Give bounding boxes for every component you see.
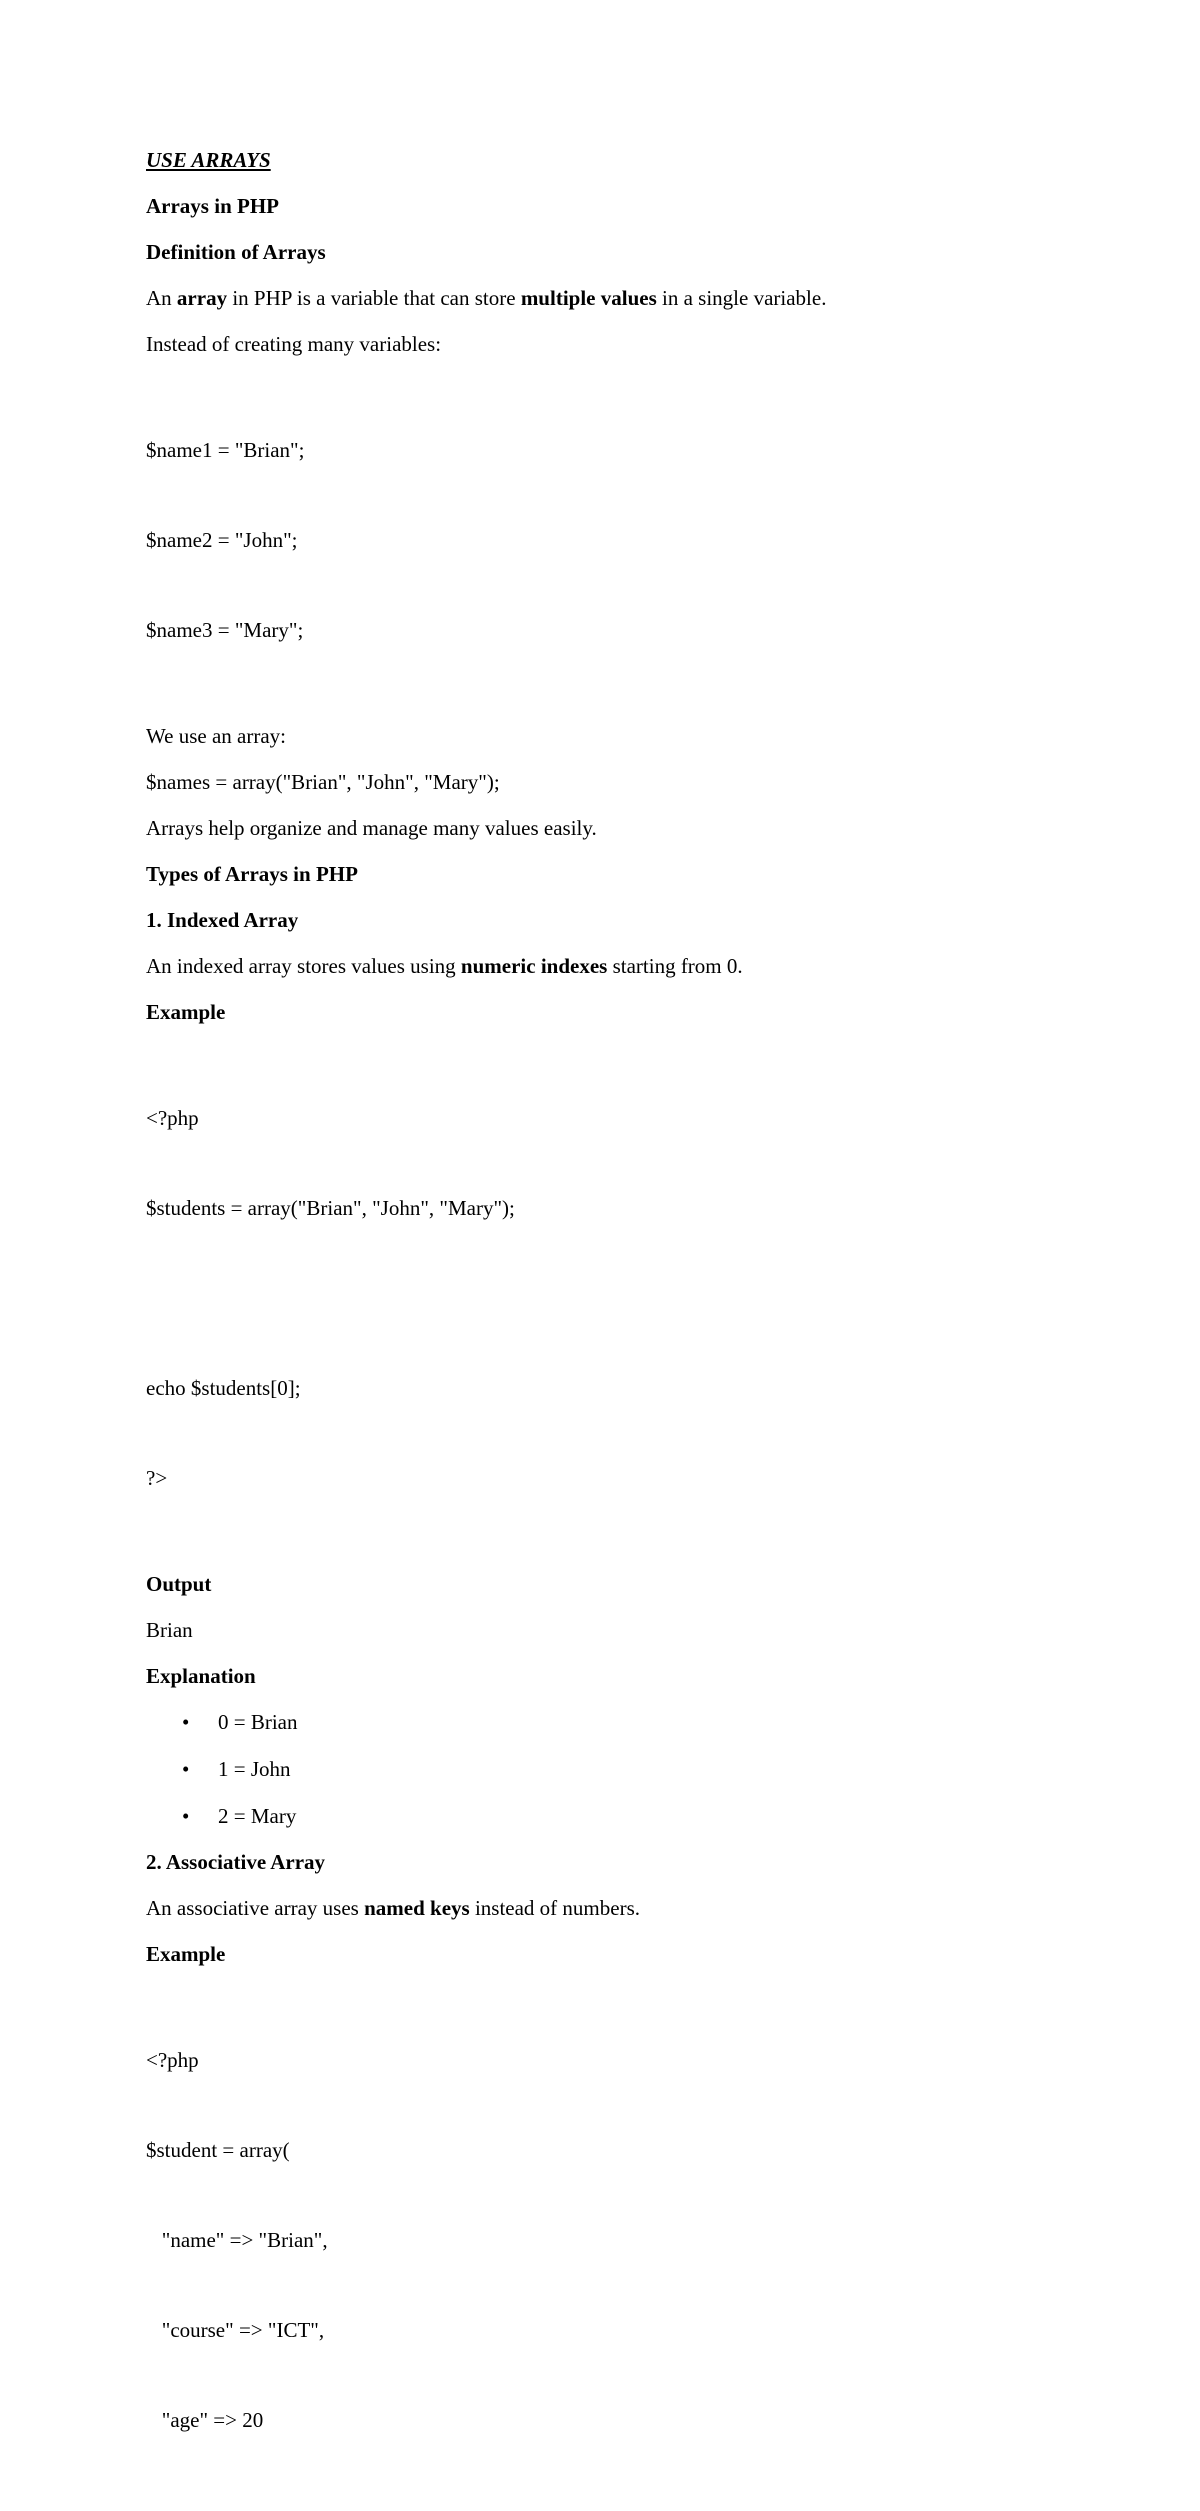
variables-code-block: [146, 375, 1106, 705]
definition-text-2: in PHP is a variable that can store: [227, 286, 521, 310]
heading-arrays-in-php: Arrays in PHP: [146, 194, 279, 218]
code-line: $name1 = "Brian";: [146, 438, 305, 462]
code-line: "age" => 20: [146, 2408, 264, 2432]
code-line: $students = array("Brian", "John", "Mary");: [146, 1196, 515, 1220]
definition-bold-array: array: [176, 286, 228, 310]
associative-desc-bold: named keys: [364, 1896, 470, 1920]
heading-definition: Definition of Arrays: [146, 240, 326, 264]
list-item: [146, 1801, 1106, 1831]
indexed-explanation-label: Explanation: [146, 1664, 256, 1688]
organize-paragraph: Arrays help organize and manage many values easily.: [146, 816, 597, 840]
code-line: <?php: [146, 2048, 199, 2072]
code-line: $name2 = "John";: [146, 528, 298, 552]
definition-text-3: in a single variable.: [656, 286, 827, 310]
definition-text-1: An: [146, 286, 177, 310]
code-line: ?>: [146, 1466, 168, 1490]
code-line: $student = array(: [146, 2138, 290, 2162]
code-line: <?php: [146, 1106, 199, 1130]
associative-example-label: Example: [146, 1942, 226, 1966]
definition-paragraph: [146, 283, 1106, 313]
indexed-example-label: Example: [146, 1000, 226, 1024]
list-item-text: 2 = Mary: [218, 1804, 297, 1828]
indexed-output-label: Output: [146, 1572, 212, 1596]
indexed-desc-text-2: starting from 0.: [607, 954, 743, 978]
indexed-desc-bold: numeric indexes: [460, 954, 608, 978]
indexed-desc-text-1: An indexed array stores values using: [146, 954, 461, 978]
explanation-list: [146, 1707, 1106, 1831]
we-use-paragraph: We use an array:: [146, 724, 286, 748]
heading-types-of-arrays: Types of Arrays in PHP: [146, 862, 358, 886]
list-item: [146, 1707, 1106, 1737]
bullet-icon: •: [182, 1804, 190, 1828]
bullet-icon: •: [182, 1710, 190, 1734]
code-line: "course" => "ICT",: [146, 2318, 325, 2342]
document-title: USE ARRAYS: [146, 148, 271, 172]
bullet-icon: •: [182, 1757, 190, 1781]
definition-bold-multiple-values: multiple values: [520, 286, 657, 310]
document-page: [146, 145, 1106, 2511]
code-line: echo $students[0];: [146, 1376, 301, 1400]
indexed-description: [146, 951, 1106, 981]
associative-code-block: [146, 1985, 1106, 2495]
instead-paragraph: Instead of creating many variables:: [146, 332, 442, 356]
associative-description: [146, 1893, 1106, 1923]
code-line: $name3 = "Mary";: [146, 618, 304, 642]
heading-indexed-array: 1. Indexed Array: [146, 908, 299, 932]
array-code-line: $names = array("Brian", "John", "Mary");: [146, 770, 500, 794]
indexed-output-value: Brian: [146, 1618, 193, 1642]
code-line: "name" => "Brian",: [146, 2228, 328, 2252]
list-item: [146, 1754, 1106, 1784]
code-blank-line: [146, 1283, 1106, 1313]
list-item-text: 1 = John: [218, 1757, 291, 1781]
heading-associative-array: 2. Associative Array: [146, 1850, 326, 1874]
list-item-text: 0 = Brian: [218, 1710, 298, 1734]
associative-desc-text-1: An associative array uses: [146, 1896, 365, 1920]
indexed-code-block: [146, 1043, 1106, 1553]
associative-desc-text-2: instead of numbers.: [469, 1896, 640, 1920]
